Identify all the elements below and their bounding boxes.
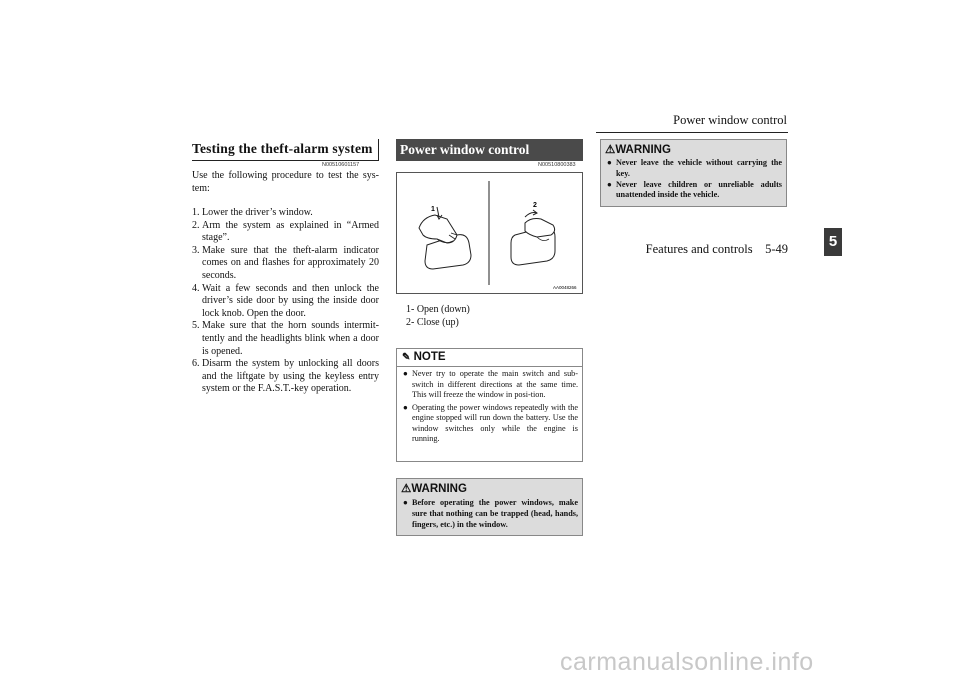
theft-alarm-heading-text: Testing the theft-alarm system — [192, 141, 373, 156]
step-item: 1. Lower the driver’s window. — [192, 207, 313, 218]
legend-item-close: 2- Close (up) — [406, 317, 459, 328]
warning-triangle-icon: ⚠ — [605, 144, 616, 156]
warning-item: ● Never leave children or unreliable adults unattended inside the vehicle. — [607, 179, 782, 200]
running-footer — [560, 242, 788, 257]
bullet-icon: ● — [607, 158, 612, 167]
footer-section: Features and controls — [645, 242, 753, 256]
figure-legend — [406, 303, 470, 329]
note-item: ● Operating the power windows repeatedly with the engine stopped will run down the battery. Use the window switches only while the engine is running. — [403, 402, 578, 443]
bullet-icon: ● — [607, 179, 612, 189]
theft-alarm-steps — [192, 207, 379, 396]
figure-label-2: 2 — [533, 202, 537, 209]
note-list — [403, 369, 578, 445]
note-title: ✎ NOTE — [402, 351, 446, 363]
theft-alarm-intro: Use the following procedure to test the sys-tem: — [192, 170, 379, 194]
running-header-title: Power window control — [673, 113, 787, 127]
warning-box-key-children — [600, 139, 787, 207]
chapter-tab: 5 — [824, 228, 842, 256]
watermark: carmanualsonline.info — [560, 648, 814, 676]
bullet-icon: ● — [403, 402, 408, 412]
note-box — [396, 348, 583, 462]
power-window-figure — [396, 172, 583, 294]
warning-list — [607, 158, 782, 201]
footer-page-number: 5-49 — [765, 242, 788, 256]
warning-list — [403, 498, 578, 530]
note-item: ● Never try to operate the main switch and sub-switch in different directions at the same time. This will freeze the window in posi-tion. — [403, 369, 578, 399]
step-item: 3. Make sure that the theft-alarm indicator comes on and flashes for approximately 20 seconds. — [192, 244, 379, 281]
warning-box-power-windows — [396, 478, 583, 536]
warning-item: ● Never leave the vehicle without carrying the key. — [607, 158, 782, 178]
theft-alarm-heading — [192, 139, 379, 161]
switch-illustration — [397, 173, 582, 293]
note-divider — [397, 366, 582, 367]
power-window-heading-text: Power window control — [400, 142, 530, 157]
step-item: 6. Disarm the system by unlocking all doors and the liftgate by using the keyless entry system or the F.A.S.T.-key operation. — [192, 358, 379, 395]
warning-title: ⚠WARNING — [605, 144, 671, 156]
power-window-code: N00510800383 — [538, 162, 576, 168]
warning-item: ● Before operating the power windows, make sure that nothing can be trapped (head, hands, fingers, etc.) in the window. — [403, 498, 578, 529]
legend-item-open: 1- Open (down) — [406, 304, 470, 315]
header-rule — [596, 132, 788, 133]
step-item: 2. Arm the system as explained in “Armed stage”. — [192, 219, 379, 244]
bullet-icon: ● — [403, 369, 408, 378]
warning-title: ⚠WARNING — [401, 483, 467, 495]
power-window-heading — [396, 139, 583, 161]
step-item: 4. Wait a few seconds and then unlock the driver’s side door by using the inside door lock knob. Open the door. — [192, 282, 379, 319]
step-item: 5. Make sure that the horn sounds intermit-tently and the headlights blink when a door is opened. — [192, 320, 379, 357]
figure-code: AA0048266 — [553, 285, 577, 290]
bullet-icon: ● — [403, 498, 408, 507]
figure-label-1: 1 — [431, 206, 435, 213]
theft-alarm-code: N00510601157 — [322, 162, 360, 168]
note-pencil-icon: ✎ — [402, 352, 411, 363]
warning-triangle-icon: ⚠ — [401, 483, 412, 495]
